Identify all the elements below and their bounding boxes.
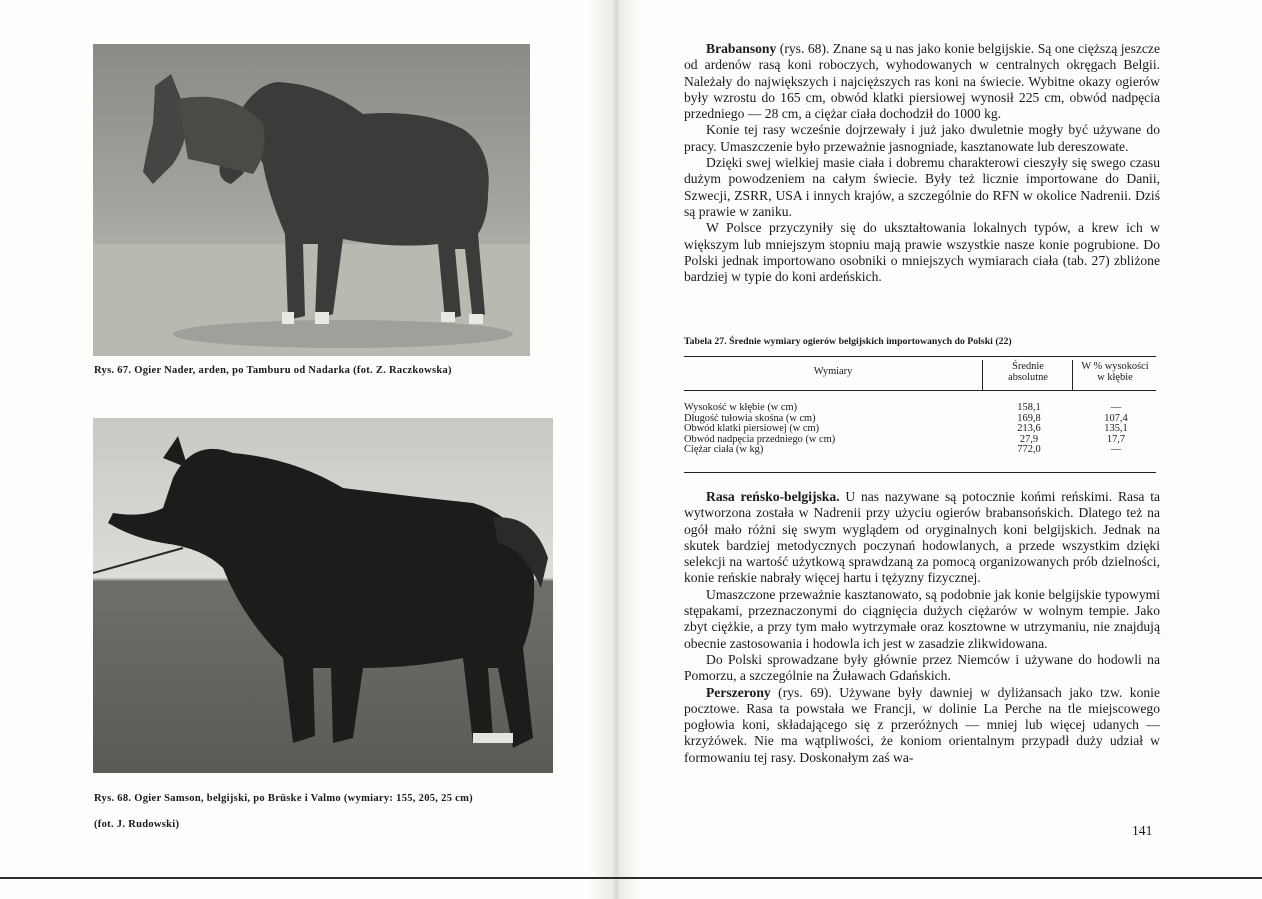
figure-68-caption-line2: (fot. J. Rudowski): [94, 819, 180, 830]
text-column-bottom: [684, 489, 1160, 766]
paragraph: [684, 652, 1160, 685]
text-column-top: [684, 41, 1160, 285]
paragraph-lead: Perszerony: [706, 684, 771, 700]
row-percent: 135,1: [1104, 423, 1128, 435]
paragraph: [684, 155, 1160, 220]
table-row: [684, 403, 1156, 414]
paragraph: [684, 489, 1160, 587]
table-header-percent: W % wysokości w kłębie: [1081, 361, 1149, 383]
row-mean: 27,9: [1019, 433, 1039, 445]
paragraph: [684, 122, 1160, 155]
paragraph-text: Do Polski sprowadzane były głównie przez Niemców i używane do hodowli na Pomorzu, a szczególnie na Żuławach Gdańskich.: [684, 651, 1160, 684]
row-mean: 772,0: [1017, 444, 1041, 456]
paragraph-text: W Polsce przyczyniły się do ukształtowania lokalnych typów, a krew ich w większym lub mniejszym stopniu mają prawie wszystkie nasze konie pogrubione. Do Polski jednak importowano osobniki o mniejszych wymiarach ciała (tab. 27) zbliżone bardziej w typie do koni ardeńskich.: [684, 220, 1160, 285]
row-mean: 158,1: [1017, 402, 1041, 413]
page-bottom-edge: [0, 877, 1262, 879]
figure-68-photo: [93, 418, 553, 773]
row-mean: 169,8: [1017, 412, 1041, 424]
paragraph: [684, 220, 1160, 285]
row-percent: —: [1110, 444, 1122, 456]
row-mean: 213,6: [1017, 423, 1041, 435]
paragraph-text: Dzięki swej wielkiej masie ciała i dobremu charakterowi cieszyły się swego czasu dużym powodzeniem na całym świecie. Były też licznie importowane do Danii, Szwecji, ZSRR, USA i innych krajów, a szczególnie do RFN w okolice Nadrenii. Dziś są prawie w zaniku.: [684, 155, 1160, 219]
row-label: Obwód klatki piersiowej (w cm): [684, 423, 820, 435]
paragraph: [684, 587, 1160, 652]
paragraph-text: (rys. 69). Używane były dawniej w dyliżansach jako tzw. konie pocztowe. Rasa ta powstała we Francji, w dolinie La Perche na tle miejscowego pogłowia koni, składającego się z przeróżnych — mniej lub więcej udanych — krzyżówek. Nie ma wątpliwości, że koniom orientalnym przypadł duży udział w formowaniu tej rasy. Doskonałym zaś wa-: [684, 684, 1160, 765]
page-number: 141: [1132, 823, 1153, 838]
paragraph-text: (rys. 68). Znane są u nas jako konie belgijskie. Są one cięższą jeszcze od ardenów rasą koni roboczych, wyhodowanych w centralnych okręgach Belgii. Należały do największych i najcięższych ras koni na świecie. Wybitne okazy ogierów były wzrostu do 165 cm, obwód klatki piersiowej wynosił 225 cm, obwód nadpęcia przedniego — 28 cm, a ciężar ciała dochodził do 1000 kg.: [684, 41, 1160, 122]
row-label: Wysokość w kłębie (w cm): [684, 402, 798, 413]
figure-68-caption-line1: Rys. 68. Ogier Samson, belgijski, po Brüske i Valmo (wymiary: 155, 205, 25 cm): [94, 793, 473, 804]
paragraph-lead: Brabansony: [706, 41, 777, 56]
paragraph: [684, 685, 1160, 766]
row-percent: 107,4: [1104, 412, 1128, 424]
horse-photo-illustration: [93, 418, 553, 773]
row-percent: 17,7: [1106, 433, 1126, 445]
table-header-mean: Średnie absolutne: [1008, 361, 1048, 383]
paragraph-text: U nas nazywane są potocznie końmi reńskimi. Rasa ta wytworzona została w Nadrenii przy użyciu ogierów brabansońskich. Dlatego też na ogół mało różni się swym wyglądem od oryginalnych koni belgijskich. Jednak na skutek bardziej metodycznych poczynań hodowlanych, a przede wszystkim dzięki selekcji na wartość użytkową sprawdzaną za pomocą organizowanych prób dzielności, konie reńskie nabrały więcej hartu i tężyzny fizycznej.: [684, 489, 1160, 586]
paragraph-text: Konie tej rasy wcześnie dojrzewały i już jako dwuletnie mogły być używane do pracy. Umaszczenie było przeważnie jasnogniade, kasztanowate lub dereszowate.: [684, 122, 1160, 154]
paragraph-text: Umaszczone przeważnie kasztanowato, są podobnie jak konie belgijskie typowymi stępakami, przeznaczonymi do ciągnięcia dużych ciężarów w wolnym tempie. Jako zbyt ciężkie, a przy tym mało wytrzymałe oraz kosztowne w utrzymaniu, nie znajdują obecnie zastosowania i hodowla ich jest w zasadzie zlikwidowana.: [684, 586, 1160, 651]
figure-67-photo: [93, 44, 530, 356]
table-row: [684, 445, 1156, 456]
table-header-dimensions: Wymiary: [813, 366, 853, 377]
row-percent: —: [1110, 402, 1122, 413]
row-label: Długość tułowia skośna (w cm): [684, 412, 816, 424]
book-gutter: [590, 0, 640, 899]
row-label: Ciężar ciała (w kg): [684, 444, 764, 456]
figure-67-caption: Rys. 67. Ogier Nader, arden, po Tamburu od Nadarka (fot. Z. Raczkowska): [94, 365, 452, 376]
horse-photo-illustration: [93, 44, 530, 356]
table-title: Tabela 27. Średnie wymiary ogierów belgijskich importowanych do Polski (22): [684, 336, 1012, 347]
row-label: Obwód nadpęcia przedniego (w cm): [684, 433, 836, 445]
paragraph: [684, 41, 1160, 122]
figure-68-caption: [94, 779, 473, 844]
paragraph-lead: Rasa reńsko-belgijska.: [706, 489, 840, 504]
